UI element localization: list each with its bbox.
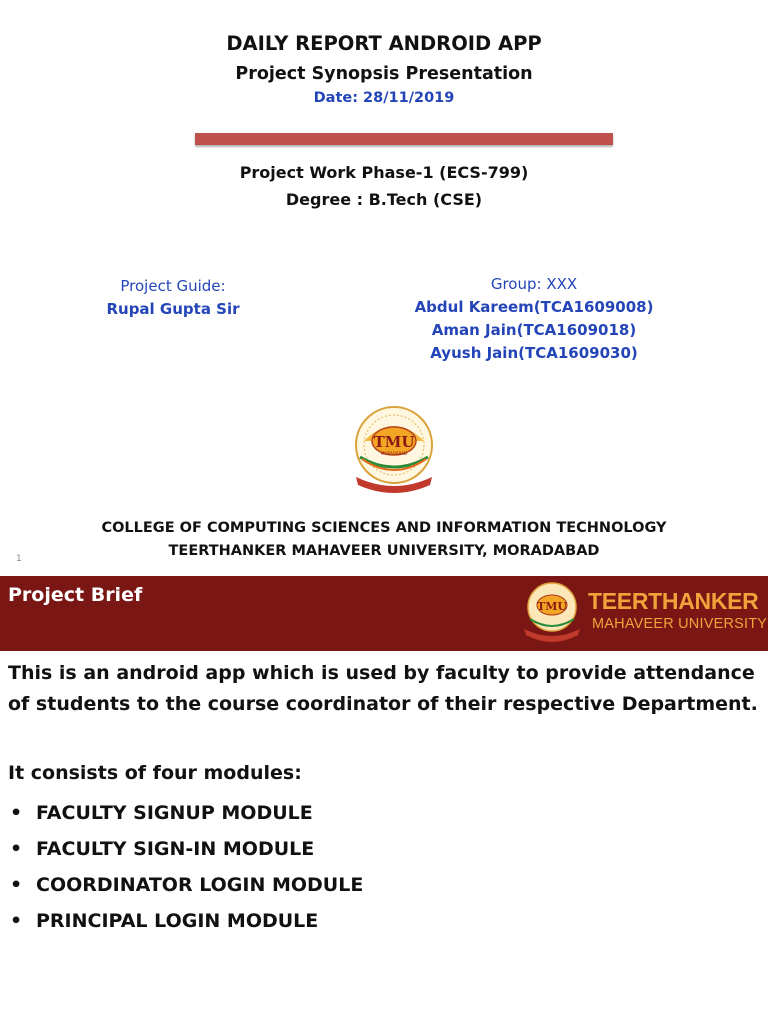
university-name: TEERTHANKER MAHAVEER UNIVERSITY, MORADABAD (168, 543, 600, 559)
group-member: Aman Jain(TCA1609018) (431, 321, 637, 339)
slide-title: Project Brief (8, 584, 143, 606)
brand-name: TEERTHANKER (588, 588, 759, 614)
presentation-date: Date: 28/11/2019 (313, 90, 455, 106)
guide-label: Project Guide: (120, 277, 226, 295)
svg-text:TMU: TMU (373, 433, 415, 451)
brand-subtitle: MAHAVEER UNIVERSITY (592, 616, 768, 632)
module-label: PRINCIPAL LOGIN MODULE (36, 910, 319, 932)
module-label: FACULTY SIGNUP MODULE (36, 802, 313, 824)
list-item (8, 795, 363, 831)
modules-heading: It consists of four modules: (8, 762, 302, 784)
svg-text:MORADABAD: MORADABAD (380, 451, 408, 456)
accent-divider (195, 133, 613, 145)
tmu-seal-icon (342, 403, 446, 501)
list-item (8, 831, 363, 867)
group-label: Group: XXX (490, 275, 578, 293)
guide-name: Rupal Gupta Sir (106, 300, 240, 318)
svg-text:TMU: TMU (537, 600, 567, 613)
project-description: This is an android app which is used by faculty to provide attendance of students to the course coordinator of their respective Department. (8, 662, 758, 715)
group-block (394, 273, 674, 365)
degree-label: Degree : B.Tech (CSE) (285, 190, 483, 209)
module-label: COORDINATOR LOGIN MODULE (36, 874, 364, 896)
presentation-subtitle: Project Synopsis Presentation (235, 64, 533, 84)
list-item (8, 903, 363, 939)
slide-number: 1 (16, 554, 22, 564)
project-brief-header (0, 576, 768, 651)
group-member: Abdul Kareem(TCA1609008) (414, 298, 654, 316)
tmu-logo-icon (518, 579, 586, 643)
college-name: COLLEGE OF COMPUTING SCIENCES AND INFORMATION TECHNOLOGY (101, 520, 667, 536)
project-guide-block (73, 275, 273, 321)
bullet-icon: • (10, 802, 23, 824)
bullet-icon: • (10, 838, 23, 860)
module-list (8, 795, 363, 939)
module-label: FACULTY SIGN-IN MODULE (36, 838, 315, 860)
list-item (8, 867, 363, 903)
group-member: Ayush Jain(TCA1609030) (430, 344, 638, 362)
presentation-title: DAILY REPORT ANDROID APP (226, 32, 542, 55)
bullet-icon: • (10, 874, 23, 896)
bullet-icon: • (10, 910, 23, 932)
project-phase: Project Work Phase-1 (ECS-799) (239, 163, 529, 182)
